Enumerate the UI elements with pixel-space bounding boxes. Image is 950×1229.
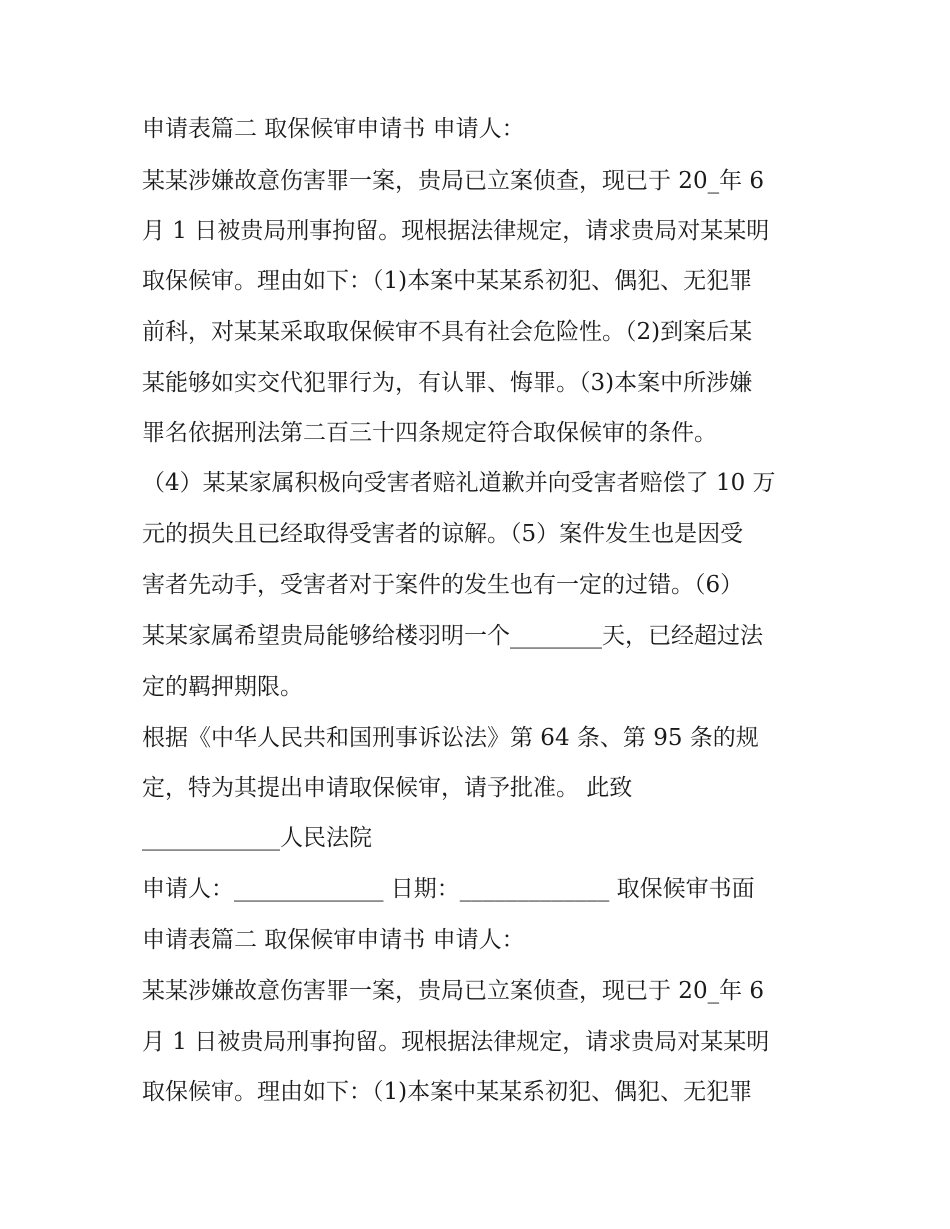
text-line: 申请表篇二 取保候审申请书 申请人：: [142, 116, 525, 142]
text-line: 取保候审。理由如下：（1)本案中某某系初犯、偶犯、无犯罪: [142, 1079, 753, 1105]
text-line: 某某家属希望贵局能够给楼羽明一个________天，已经超过法: [142, 623, 763, 649]
text-line: 定，特为其提出申请取保候审，请予批准。 此致: [142, 775, 633, 801]
text-line: 月 1 日被贵局刑事拘留。现根据法律规定，请求贵局对某某明: [142, 1029, 770, 1055]
text-line: 某某涉嫌故意伤害罪一案，贵局已立案侦查，现已于 20_年 6: [142, 978, 765, 1004]
text-line: 害者先动手，受害者对于案件的发生也有一定的过错。（6）: [142, 572, 744, 598]
text-line: 申请表篇二 取保候审申请书 申请人：: [142, 927, 525, 953]
text-line: （4）某某家属积极向受害者赔礼道歉并向受害者赔偿了 10 万: [142, 470, 776, 496]
text-line: 月 1 日被贵局刑事拘留。现根据法律规定，请求贵局对某某明: [142, 218, 770, 244]
text-line: ____________人民法院: [142, 825, 372, 851]
text-line: 根据《中华人民共和国刑事诉讼法》第 64 条、第 95 条的规: [142, 725, 759, 751]
text-line: 定的羁押期限。: [142, 674, 303, 700]
text-line: 前科，对某某采取取保候审不具有社会危险性。（2)到案后某: [142, 319, 753, 345]
text-line: 罪名依据刑法第二百三十四条规定符合取保候审的条件。: [142, 420, 717, 446]
text-line: 某某涉嫌故意伤害罪一案，贵局已立案侦查，现已于 20_年 6: [142, 168, 765, 194]
text-line: 某能够如实交代犯罪行为，有认罪、悔罪。（3)本案中所涉嫌: [142, 370, 753, 396]
text-line: 元的损失且已经取得受害者的谅解。（5）案件发生也是因受: [142, 521, 744, 547]
text-line: 申请人：_____________ 日期：_____________ 取保候审书面: [142, 876, 755, 902]
text-line: 取保候审。理由如下：（1)本案中某某系初犯、偶犯、无犯罪: [142, 268, 753, 294]
